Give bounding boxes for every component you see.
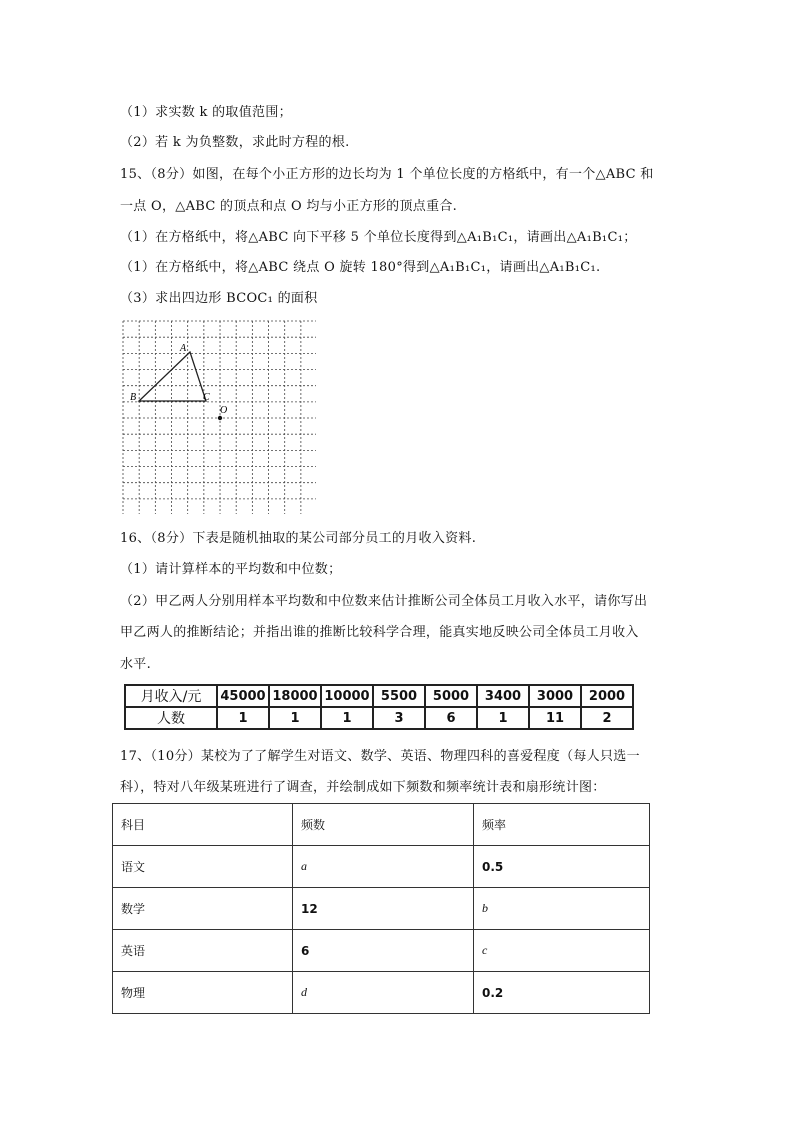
- rate-cell: 0.5: [474, 846, 650, 888]
- count-cell: 6: [425, 707, 477, 729]
- q16-part1: （1）请计算样本的平均数和中位数；: [120, 562, 342, 577]
- count-cell: 6: [293, 930, 474, 972]
- point-o: [218, 416, 222, 420]
- rate-cell: 0.2: [474, 972, 650, 1014]
- table-header-row: [113, 804, 650, 846]
- income-row: [125, 685, 633, 707]
- table-row: [113, 972, 650, 1014]
- q14-part1: （1）求实数 k 的取值范围；: [120, 105, 292, 120]
- income-head: 月收入/元: [125, 685, 217, 707]
- income-cell: 45000: [217, 685, 269, 707]
- count-row: [125, 707, 633, 729]
- rate-cell: b: [474, 888, 650, 930]
- count-head: 人数: [125, 707, 217, 729]
- q15-part3: （3）求出四边形 BCOC₁ 的面积: [120, 291, 318, 306]
- table-row: [113, 888, 650, 930]
- q14-part2: （2）若 k 为负整数，求此时方程的根.: [120, 135, 350, 150]
- income-cell: 2000: [581, 685, 633, 707]
- grid-figure: [122, 320, 316, 514]
- triangle-abc: [139, 352, 206, 401]
- rate-cell: c: [474, 930, 650, 972]
- count-cell: 2: [581, 707, 633, 729]
- count-cell: 1: [321, 707, 373, 729]
- q15-line1: 15、（8分）如图，在每个小正方形的边长均为 1 个单位长度的方格纸中，有一个△ABC 和: [120, 167, 654, 182]
- income-cell: 5000: [425, 685, 477, 707]
- income-cell: 18000: [269, 685, 321, 707]
- count-cell: 1: [217, 707, 269, 729]
- frequency-table: [112, 803, 650, 1014]
- subject-cell: 物理: [113, 972, 293, 1014]
- subject-cell: 数学: [113, 888, 293, 930]
- q15-part2: （1）在方格纸中，将△ABC 绕点 O 旋转 180°得到△A₁B₁C₁，请画出△A₁B₁C₁.: [120, 260, 601, 275]
- income-cell: 3400: [477, 685, 529, 707]
- label-b: B: [130, 392, 137, 403]
- table-row: [113, 930, 650, 972]
- q17-line1: 17、（10分）某校为了了解学生对语文、数学、英语、物理四科的喜爱程度（每人只选一: [120, 749, 640, 764]
- q15-line2: 一点 O，△ABC 的顶点和点 O 均与小正方形的顶点重合.: [120, 199, 458, 214]
- subject-cell: 语文: [113, 846, 293, 888]
- count-cell: 1: [269, 707, 321, 729]
- income-cell: 5500: [373, 685, 425, 707]
- count-cell: 1: [477, 707, 529, 729]
- q17-line2: 科），特对八年级某班进行了调查，并绘制成如下频数和频率统计表和扇形统计图：: [120, 780, 606, 795]
- label-o: O: [220, 405, 228, 416]
- count-cell: 12: [293, 888, 474, 930]
- q16-line1: 16、（8分）下表是随机抽取的某公司部分员工的月收入资料.: [120, 531, 477, 546]
- q16-part2c: 水平.: [120, 657, 152, 672]
- q15-part1: （1）在方格纸中，将△ABC 向下平移 5 个单位长度得到△A₁B₁C₁，请画出△A₁B₁C₁；: [120, 230, 637, 245]
- count-cell: 11: [529, 707, 581, 729]
- count-cell: d: [293, 972, 474, 1014]
- income-table: [124, 684, 634, 730]
- q16-part2a: （2）甲乙两人分别用样本平均数和中位数来估计推断公司全体员工月收入水平，请你写出: [120, 594, 648, 609]
- income-cell: 10000: [321, 685, 373, 707]
- header-subject: 科目: [113, 804, 293, 846]
- count-cell: a: [293, 846, 474, 888]
- table-row: [113, 846, 650, 888]
- header-frequency-count: 频数: [293, 804, 474, 846]
- label-a: A: [180, 343, 187, 354]
- q16-part2b: 甲乙两人的推断结论；并指出谁的推断比较科学合理，能真实地反映公司全体员工月收入: [120, 625, 639, 640]
- label-c: C: [203, 392, 210, 403]
- subject-cell: 英语: [113, 930, 293, 972]
- count-cell: 3: [373, 707, 425, 729]
- header-frequency-rate: 频率: [474, 804, 650, 846]
- income-cell: 3000: [529, 685, 581, 707]
